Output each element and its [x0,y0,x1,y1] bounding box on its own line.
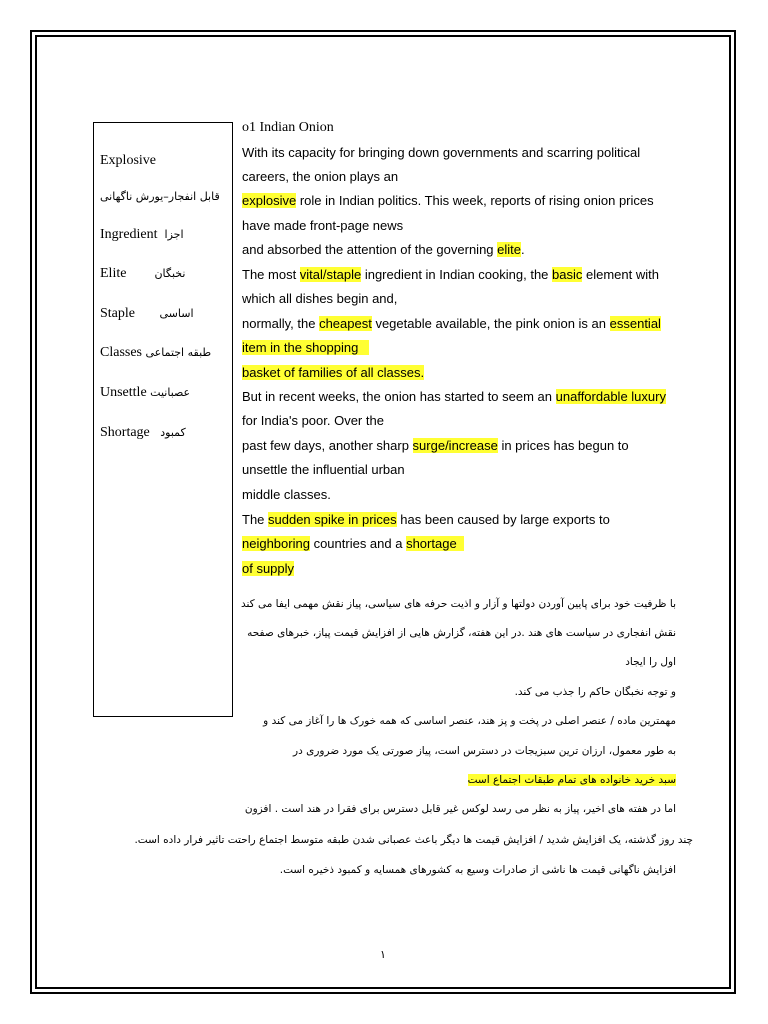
line-text: countries and a [309,536,407,551]
translation-line [468,774,676,786]
highlighted-term: essential [609,316,661,331]
highlighted-term: basic [552,267,583,282]
vocab-fa: نخبگان [154,267,186,280]
highlighted-term: neighboring [242,536,310,551]
article-line: for India's poor. Over the [242,413,384,428]
vocab-fa: اساسی [159,307,194,320]
vocab-fa: عصبانیت [150,386,191,399]
line-text: The [242,512,269,527]
article-line [242,316,661,332]
line-text: element with [582,267,659,282]
article-line [242,242,525,258]
translation-line: افزایش ناگهانی قیمت ها ناشی از صادرات وسیع به کشورهای همسایه و کمبود ذخیره است. [279,864,676,876]
article-line [242,365,424,381]
line-text: But in recent weeks, the onion has started to seem an [242,389,556,404]
article-line: which all dishes begin and, [242,291,398,306]
line-text: normally, the [242,316,320,331]
highlighted-term: vital/staple [299,267,362,282]
vocab-en: Classes [100,345,142,360]
vocab-explosive-fa [100,189,220,205]
vocab-ingredient [100,227,184,243]
article-line [242,536,464,552]
article-line [242,340,369,356]
vocab-elite [100,266,185,282]
highlighted-term: item in the shopping [242,340,370,355]
translation-line: مهمترین ماده / عنصر اصلی در پخت و پز هند، عنصر اساسی که همه خورک ها را آغاز می کند و [263,715,676,727]
highlighted-term: elite [497,242,521,257]
article-line: middle classes. [242,487,331,502]
translation-line: اول را ایجاد [625,656,676,668]
article-line [242,267,659,283]
translation-line: و توجه نخبگان حاکم را جذب می کند. [514,686,676,698]
line-text: and absorbed the attention of the governing [242,242,498,257]
article-line [242,561,294,577]
vocab-staple [100,306,194,322]
page-number: ١ [380,948,386,961]
vocab-en: Ingredient [100,227,158,242]
line-text: has been caused by large exports to [396,512,610,527]
vocab-classes [100,345,211,361]
vocab-en: Unsettle [100,385,147,400]
article-line [242,389,666,405]
vocab-en: Explosive [100,153,156,168]
line-text: in prices has begun to [497,438,629,453]
vocab-shortage [100,425,186,441]
line-text: vegetable available, the pink onion is an [371,316,610,331]
line-text: role in Indian politics. This week, reports of rising onion prices [296,193,654,208]
highlighted-term: of supply [242,561,295,576]
vocab-fa: کمبود [160,426,186,439]
line-text: . [521,242,525,257]
line-text: past few days, another sharp [242,438,413,453]
translation-line: چند روز گذشته، یک افزایش شدید / افزایش قیمت ها دیگر باعث عصبانی شدن طبقه متوسط اجتماع راحتت تاثیر فرار داده است. [134,834,693,846]
vocabulary-box [93,122,233,717]
line-text: The most [242,267,300,282]
highlighted-term: surge/increase [412,438,498,453]
article-line [242,512,610,528]
article-line [242,438,629,454]
vocab-fa: اجزا [164,228,184,241]
highlighted-term: basket of families of all classes. [242,365,425,380]
article-line: careers, the onion plays an [242,169,399,184]
vocab-unsettle [100,385,190,401]
translation-line: به طور معمول، ارزان ترین سبزیجات در دسترس است، پیاز صورتی یک مورد ضروری در [293,745,676,757]
highlighted-term: cheapest [319,316,372,331]
translation-line: با ظرفیت خود برای پایین آوردن دولتها و آزار و اذیت حرفه های سیاسی، پیاز نقش مهمی ایفا می کند [240,598,676,610]
highlighted-term: explosive [242,193,297,208]
highlighted-term: سبد خرید خانواده های تمام طبقات اجتماع است [467,774,676,786]
translation-line: نقش انفجاری در سیاست های هند .در این هفته، گزارش هایی از افزایش قیمت پیاز، خبرهای صفحه [247,627,676,639]
highlighted-term: unaffordable luxury [555,389,666,404]
article-line: With its capacity for bringing down governments and scarring political [242,145,641,160]
article-title: o1 Indian Onion [242,120,334,135]
vocab-en: Elite [100,266,127,281]
vocab-en: Staple [100,306,135,321]
vocab-en: Shortage [100,425,150,440]
vocab-fa: طبقه اجتماعی [145,346,212,359]
article-line: unsettle the influential urban [242,462,405,477]
highlighted-term: shortage [406,536,464,551]
article-line [242,193,654,209]
highlighted-term: sudden spike in prices [268,512,397,527]
translation-line: اما در هفته های اخیر، پیاز به نظر می رسد لوکس غیر قابل دسترس برای فقرا در هند است . افزون [244,803,676,815]
article-line: have made front-page news [242,218,404,233]
vocab-explosive [100,153,156,169]
line-text: ingredient in Indian cooking, the [361,267,553,282]
vocab-fa: قابل انفجار–یورش ناگهانی [100,190,220,203]
